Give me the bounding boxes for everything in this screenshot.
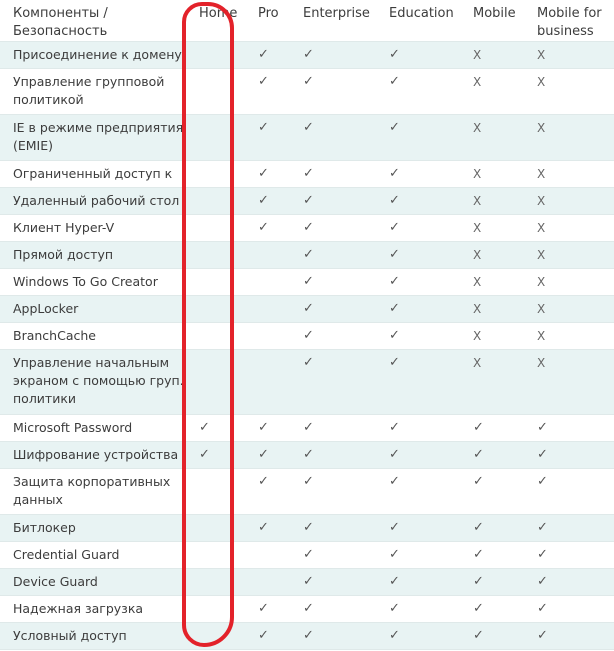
enterprise-cell: ✓ <box>291 542 377 569</box>
mobile-business-cell: X <box>525 242 614 269</box>
enterprise-cell: ✓ <box>291 515 377 542</box>
feature-name-cell: Защита корпоративных данных <box>0 469 187 515</box>
education-cell: ✓ <box>377 350 461 415</box>
feature-name-cell: Удаленный рабочий стол <box>0 188 187 215</box>
education-cell: ✓ <box>377 242 461 269</box>
pro-cell <box>246 269 291 296</box>
feature-name-cell: Microsoft Password <box>0 415 187 442</box>
table-row <box>0 415 614 442</box>
mobile-cell: ✓ <box>461 415 525 442</box>
pro-cell: ✓ <box>246 188 291 215</box>
enterprise-cell: ✓ <box>291 269 377 296</box>
mobile-business-cell: X <box>525 115 614 161</box>
mobile-cell: X <box>461 296 525 323</box>
enterprise-cell: ✓ <box>291 69 377 115</box>
enterprise-cell: ✓ <box>291 215 377 242</box>
mobile-business-cell: X <box>525 350 614 415</box>
feature-name-cell: Управление начальным экраном с помощью груп. политики <box>0 350 187 415</box>
home-cell <box>187 115 246 161</box>
feature-name-cell: Условный доступ <box>0 623 187 650</box>
feature-name-cell: IE в режиме предприятия (EMIE) <box>0 115 187 161</box>
mobile-business-cell: ✓ <box>525 515 614 542</box>
mobile-cell: ✓ <box>461 442 525 469</box>
education-cell: ✓ <box>377 415 461 442</box>
education-cell: ✓ <box>377 596 461 623</box>
mobile-cell: ✓ <box>461 596 525 623</box>
home-cell <box>187 542 246 569</box>
mobile-business-cell: ✓ <box>525 442 614 469</box>
education-cell: ✓ <box>377 269 461 296</box>
enterprise-cell: ✓ <box>291 415 377 442</box>
feature-name-cell: Клиент Hyper-V <box>0 215 187 242</box>
mobile-cell: ✓ <box>461 542 525 569</box>
enterprise-cell: ✓ <box>291 569 377 596</box>
pro-cell <box>246 323 291 350</box>
education-cell: ✓ <box>377 296 461 323</box>
feature-name-cell: Прямой доступ <box>0 242 187 269</box>
enterprise-cell: ✓ <box>291 323 377 350</box>
pro-cell: ✓ <box>246 596 291 623</box>
pro-cell: ✓ <box>246 442 291 469</box>
education-cell: ✓ <box>377 215 461 242</box>
pro-cell <box>246 569 291 596</box>
education-cell: ✓ <box>377 469 461 515</box>
table-row <box>0 442 614 469</box>
feature-name-cell: Credential Guard <box>0 542 187 569</box>
mobile-cell: X <box>461 161 525 188</box>
mobile-business-cell: ✓ <box>525 623 614 650</box>
mobile-cell: X <box>461 242 525 269</box>
table-row <box>0 469 614 515</box>
table-row <box>0 296 614 323</box>
home-cell: ✓ <box>187 415 246 442</box>
table-row <box>0 623 614 650</box>
pro-cell: ✓ <box>246 415 291 442</box>
home-cell <box>187 69 246 115</box>
feature-name-cell: Управление групповой политикой <box>0 69 187 115</box>
home-cell <box>187 596 246 623</box>
table-row <box>0 161 614 188</box>
header-home: Home <box>187 0 246 42</box>
mobile-cell: X <box>461 115 525 161</box>
header-mobile: Mobile <box>461 0 525 42</box>
pro-cell: ✓ <box>246 623 291 650</box>
mobile-business-cell: ✓ <box>525 596 614 623</box>
pro-cell: ✓ <box>246 215 291 242</box>
mobile-business-cell: ✓ <box>525 415 614 442</box>
pro-cell: ✓ <box>246 69 291 115</box>
mobile-cell: X <box>461 269 525 296</box>
education-cell: ✓ <box>377 515 461 542</box>
mobile-cell: X <box>461 323 525 350</box>
education-cell: ✓ <box>377 161 461 188</box>
mobile-cell: X <box>461 215 525 242</box>
enterprise-cell: ✓ <box>291 442 377 469</box>
home-cell: ✓ <box>187 442 246 469</box>
home-cell <box>187 623 246 650</box>
mobile-cell: X <box>461 42 525 69</box>
table-row <box>0 42 614 69</box>
home-cell <box>187 161 246 188</box>
feature-name-cell: Присоединение к домену <box>0 42 187 69</box>
mobile-cell: X <box>461 188 525 215</box>
mobile-cell: ✓ <box>461 515 525 542</box>
feature-name-cell: AppLocker <box>0 296 187 323</box>
education-cell: ✓ <box>377 323 461 350</box>
feature-name-cell: Windows To Go Creator <box>0 269 187 296</box>
feature-name-cell: Битлокер <box>0 515 187 542</box>
mobile-business-cell: X <box>525 42 614 69</box>
table-row <box>0 242 614 269</box>
education-cell: ✓ <box>377 69 461 115</box>
mobile-business-cell: X <box>525 215 614 242</box>
home-cell <box>187 215 246 242</box>
pro-cell: ✓ <box>246 515 291 542</box>
table-row <box>0 323 614 350</box>
feature-name-cell: BranchCache <box>0 323 187 350</box>
mobile-business-cell: X <box>525 323 614 350</box>
enterprise-cell: ✓ <box>291 350 377 415</box>
enterprise-cell: ✓ <box>291 296 377 323</box>
table-header-row <box>0 0 614 42</box>
table-row <box>0 115 614 161</box>
education-cell: ✓ <box>377 623 461 650</box>
table-row <box>0 569 614 596</box>
mobile-business-cell: X <box>525 188 614 215</box>
mobile-cell: ✓ <box>461 469 525 515</box>
enterprise-cell: ✓ <box>291 42 377 69</box>
enterprise-cell: ✓ <box>291 188 377 215</box>
table-row <box>0 542 614 569</box>
pro-cell <box>246 350 291 415</box>
mobile-business-cell: ✓ <box>525 469 614 515</box>
education-cell: ✓ <box>377 42 461 69</box>
mobile-business-cell: X <box>525 296 614 323</box>
feature-name-cell: Шифрование устройства <box>0 442 187 469</box>
header-mobile-business: Mobile for business <box>525 0 614 42</box>
home-cell <box>187 242 246 269</box>
home-cell <box>187 350 246 415</box>
education-cell: ✓ <box>377 542 461 569</box>
table-row <box>0 188 614 215</box>
education-cell: ✓ <box>377 569 461 596</box>
home-cell <box>187 515 246 542</box>
table-row <box>0 69 614 115</box>
enterprise-cell: ✓ <box>291 469 377 515</box>
pro-cell <box>246 542 291 569</box>
mobile-cell: X <box>461 69 525 115</box>
pro-cell <box>246 242 291 269</box>
header-enterprise: Enterprise <box>291 0 377 42</box>
home-cell <box>187 42 246 69</box>
education-cell: ✓ <box>377 188 461 215</box>
pro-cell: ✓ <box>246 42 291 69</box>
feature-name-cell: Ограниченный доступ к <box>0 161 187 188</box>
mobile-business-cell: ✓ <box>525 569 614 596</box>
header-pro: Pro <box>246 0 291 42</box>
table-row <box>0 350 614 415</box>
mobile-business-cell: ✓ <box>525 542 614 569</box>
enterprise-cell: ✓ <box>291 242 377 269</box>
table-row <box>0 269 614 296</box>
education-cell: ✓ <box>377 115 461 161</box>
mobile-cell: ✓ <box>461 623 525 650</box>
education-cell: ✓ <box>377 442 461 469</box>
feature-name-cell: Device Guard <box>0 569 187 596</box>
home-cell <box>187 469 246 515</box>
mobile-business-cell: X <box>525 161 614 188</box>
pro-cell <box>246 296 291 323</box>
header-feature: Компоненты / Безопасность <box>0 0 187 42</box>
header-education: Education <box>377 0 461 42</box>
enterprise-cell: ✓ <box>291 623 377 650</box>
feature-name-cell: Надежная загрузка <box>0 596 187 623</box>
mobile-cell: ✓ <box>461 569 525 596</box>
table-row <box>0 596 614 623</box>
pro-cell: ✓ <box>246 115 291 161</box>
pro-cell: ✓ <box>246 469 291 515</box>
table-row <box>0 515 614 542</box>
mobile-business-cell: X <box>525 69 614 115</box>
mobile-business-cell: X <box>525 269 614 296</box>
enterprise-cell: ✓ <box>291 115 377 161</box>
home-cell <box>187 323 246 350</box>
home-cell <box>187 569 246 596</box>
home-cell <box>187 188 246 215</box>
pro-cell: ✓ <box>246 161 291 188</box>
enterprise-cell: ✓ <box>291 161 377 188</box>
enterprise-cell: ✓ <box>291 596 377 623</box>
table-body <box>0 42 614 650</box>
table-row <box>0 215 614 242</box>
mobile-cell: X <box>461 350 525 415</box>
home-cell <box>187 269 246 296</box>
home-cell <box>187 296 246 323</box>
